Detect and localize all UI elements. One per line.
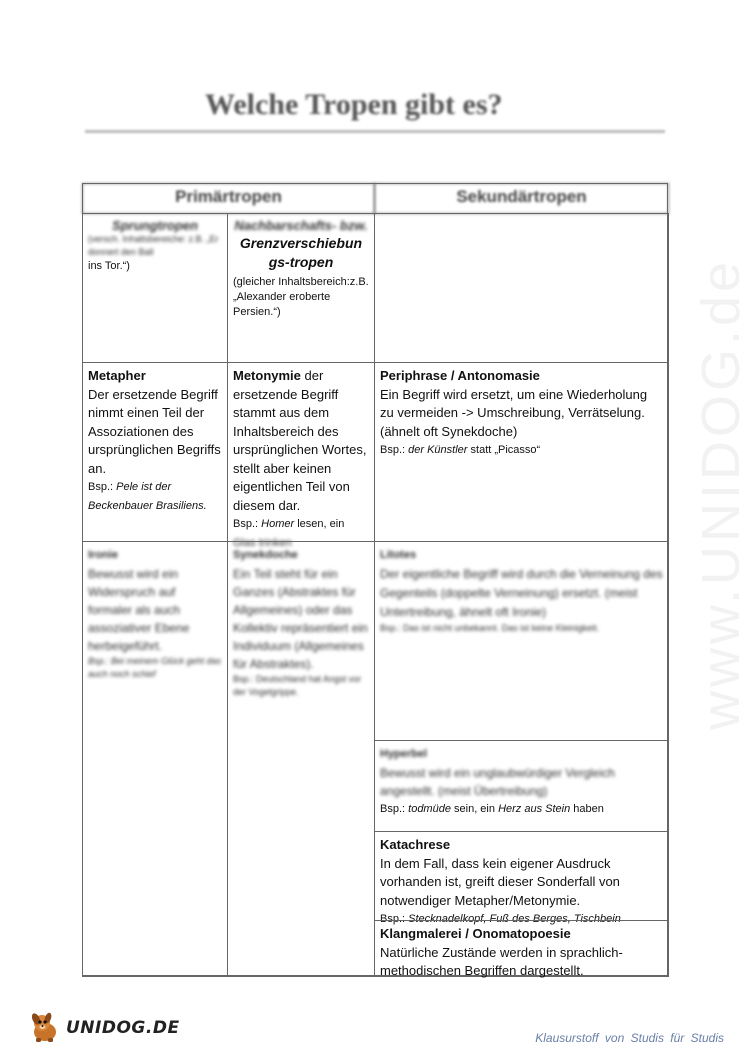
dog-logo-icon [28, 1012, 62, 1044]
title-rule [85, 130, 665, 133]
metonymie-name: Metonymie [233, 368, 301, 383]
cell-litotes [374, 541, 669, 741]
katachrese-example: Bsp.: Stecknadelkopf, Fuß des Berges, Tischbein [380, 913, 621, 925]
periphrase-name: Periphrase / Antonomasie [380, 368, 540, 383]
cell-metonymie [227, 362, 375, 549]
cell-synekdoche [227, 541, 375, 977]
cell-periphrase [374, 362, 669, 542]
watermark: www.UNIDOG.de [691, 257, 751, 730]
ironie-block [88, 546, 222, 681]
nachbarschafts-text: (gleicher Inhaltsbereich:z.B. „Alexander eroberte Persien.“) [233, 276, 369, 318]
synekdoche-text: Ein Teil steht für ein Ganzes (Abstraktes für Allgemeines) oder das Kollektiv repräsentiert ein Individuum (Allgemeines für Abstraktes). [233, 566, 368, 671]
litotes-block [380, 546, 663, 635]
cell-hyperbel [374, 740, 669, 832]
hyperbel-name: Hyperbel [380, 748, 428, 760]
hyperbel-text: Bewusst wird ein unglaubwürdiger Vergleich angestellt. (meist Übertreibung) [380, 765, 615, 798]
metonymie-example: Bsp.: Homer lesen, ein Glas trinken [233, 518, 345, 549]
synekdoche-example: Bsp.: Deutschland hat Angst vor der Vogelgrippe. [233, 673, 362, 697]
klangmalerei-text: Natürliche Zustände werden in sprachlich-methodischen Begriffen dargestellt. [380, 944, 623, 978]
cell-secondary-empty [374, 213, 669, 363]
klangmalerei-name: Klangmalerei / Onomatopoesie [380, 926, 571, 941]
litotes-text: Der eigentliche Begriff wird durch die Verneinung des Gegenteils (doppelte Verneinung) ersetzt. (meist Untertreibung, ähnelt oft Ironie) [380, 566, 663, 619]
hyperbel-block [380, 745, 663, 800]
cell-nachbarschaftstropen [227, 213, 375, 363]
footer-slogan: Klausurstoff von Studis für Studis [535, 1031, 724, 1045]
metapher-name: Metapher [88, 368, 146, 383]
grenzverschiebungstropen-heading: Grenzverschiebun gs-tropen [239, 235, 363, 270]
cell-katachrese [374, 831, 669, 925]
cell-sprungtropen [82, 213, 228, 363]
metonymie-text: der ersetzende Begriff stammt aus dem Inhaltsbereich des ursprünglichen Wortes, stellt aber keinen eigentlichen Teil von diesem dar. [233, 368, 367, 513]
cell-ironie [82, 541, 228, 977]
cell-klangmalerei [374, 920, 669, 977]
sprungtropen-heading: Sprungtropen [112, 218, 198, 233]
tropen-table [82, 183, 668, 976]
metapher-example: Bsp.: Pele ist der Beckenbauer Brasiliens. [88, 481, 207, 512]
sprungtropen-tail: ins Tor.“) [88, 260, 130, 272]
ironie-name: Ironie [88, 549, 118, 561]
katachrese-text: In dem Fall, dass kein eigener Ausdruck vorhanden ist, greift dieser Sonderfall von notwendiger Metapher/Metonymie. [380, 855, 620, 908]
synekdoche-name: Synekdoche [233, 549, 298, 561]
ironie-text: Bewusst wird ein Widerspruch auf formaler als auch assoziativer Ebene herbeigeführt. [88, 566, 190, 653]
footer-brand: UNIDOG.DE [66, 1018, 180, 1038]
synekdoche-block [233, 546, 369, 699]
cell-metapher [82, 362, 228, 542]
page-title: Welche Tropen gibt es? [205, 88, 503, 121]
litotes-example: Bsp.: Das ist nicht unbekannt. Das ist keine Kleinigkeit. [380, 622, 600, 633]
litotes-name: Litotes [380, 549, 417, 561]
footer-logo[interactable] [28, 1012, 180, 1044]
metapher-text: Der ersetzende Begriff nimmt einen Teil der Assoziationen des ursprünglichen Begriffs an. [88, 386, 221, 476]
nachbarschafts-heading: Nachbarschafts- bzw. [234, 218, 368, 233]
periphrase-text: Ein Begriff wird ersetzt, um eine Wiederholung zu vermeiden -> Umschreibung, Verrätselung. (ähnelt oft Synekdoche) [380, 386, 648, 439]
ironie-example: Bsp.: Bei meinem Glück geht das auch noch schief [88, 655, 222, 679]
header-secondary: Sekundärtropen [374, 183, 669, 214]
sprungtropen-text: (versch. Inhaltsbereiche: z.B. „Er donnert den Ball [88, 234, 219, 257]
hyperbel-example: Bsp.: todmüde sein, ein Herz aus Stein haben [380, 802, 604, 815]
header-primary: Primärtropen [82, 183, 375, 214]
katachrese-name: Katachrese [380, 837, 451, 852]
periphrase-example: Bsp.: der Künstler statt „Picasso“ [380, 444, 541, 456]
